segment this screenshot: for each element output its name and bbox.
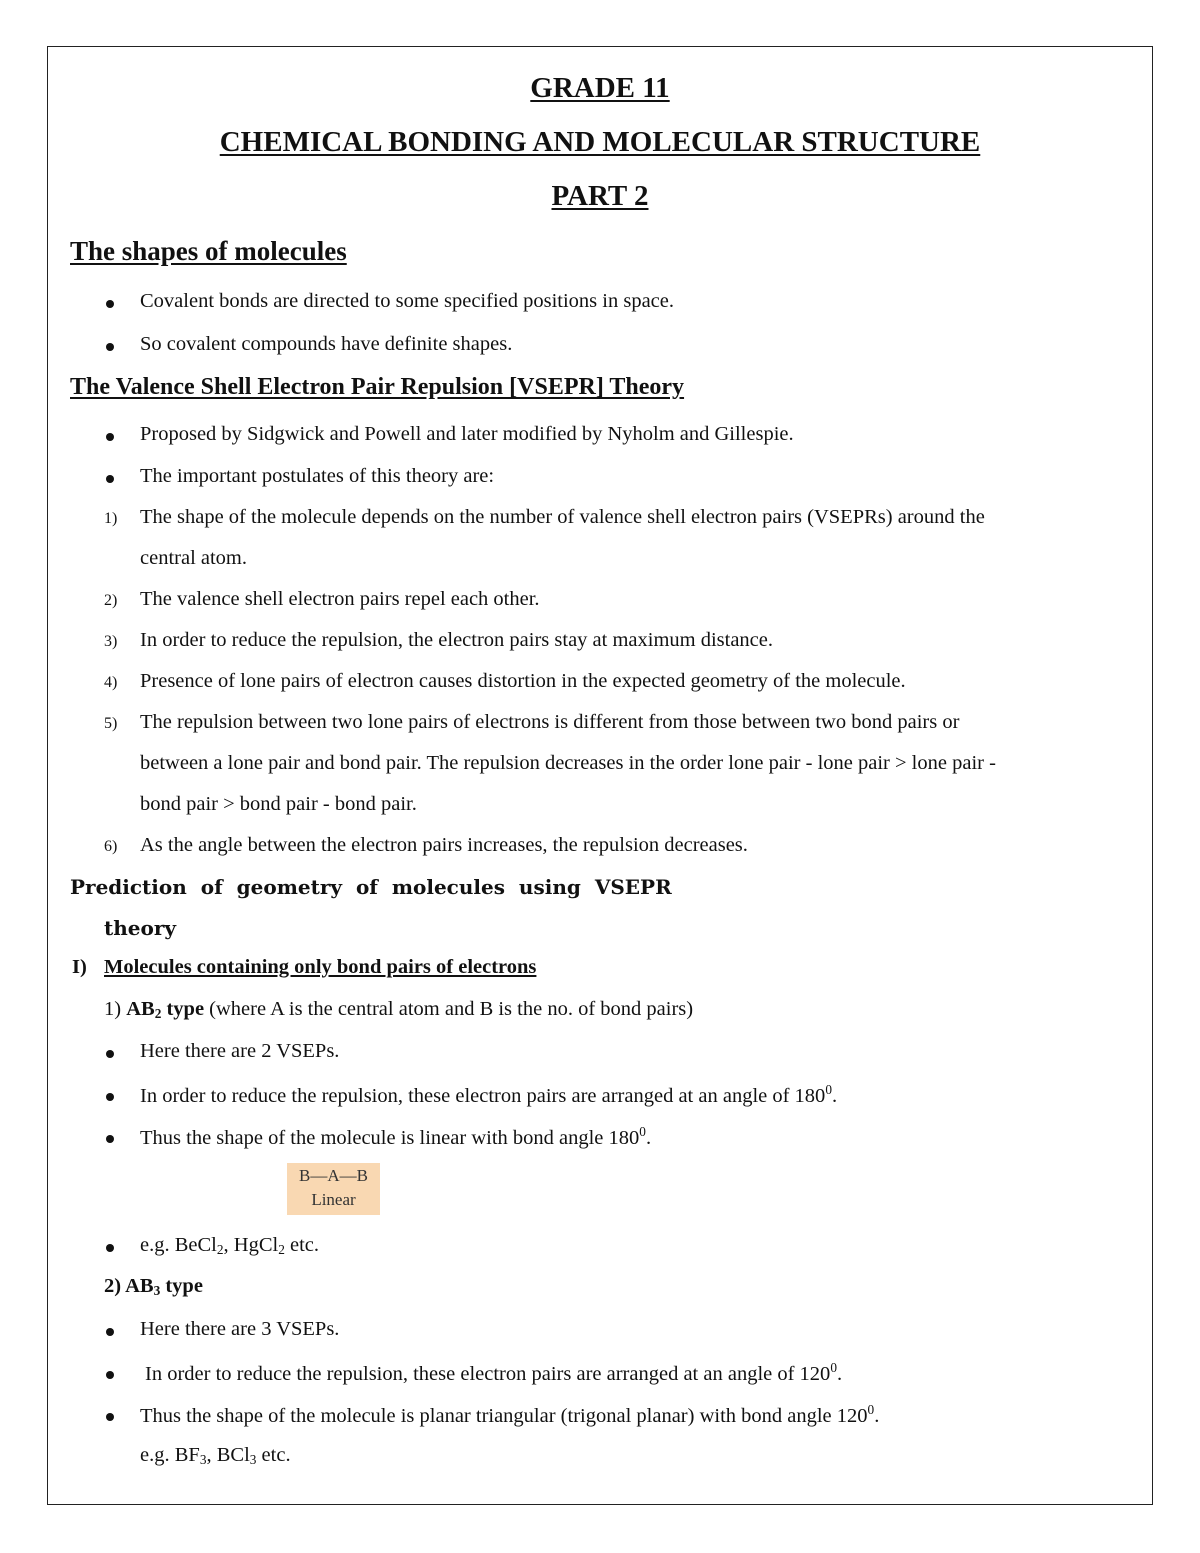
postulate-5-line-1: The repulsion between two lone pairs of electrons is different from those between two bond pairs or <box>140 711 960 733</box>
ab3-example: e.g. $BF_3$, BCl$_3$ etc. <box>140 1444 291 1467</box>
ab3-heading: 2) $AB_3$ type <box>104 1275 203 1298</box>
vsepr-bullet-1: Proposed by Sidgwick and Powell and later modified by Nyholm and Gillespie. <box>140 423 794 445</box>
ab3-bullet-3: Thus the shape of the molecule is planar triangular (trigonal planar) with bond angle $120^0$. <box>140 1402 880 1427</box>
postulate-number: 1) <box>104 510 118 527</box>
ab2-bullet-1: Here there are 2 VSEPs. <box>140 1040 340 1062</box>
ab2-bullet-3: Thus the shape of the molecule is linear with bond angle $180^0$. <box>140 1124 652 1149</box>
postulate-4: Presence of lone pairs of electron causes distortion in the expected geometry of the molecule. <box>140 670 906 692</box>
postulate-1-line-1: The shape of the molecule depends on the number of valence shell electron pairs (VSEPRs) around the <box>140 506 985 528</box>
grade-title: GRADE 11 <box>530 72 670 104</box>
bullet-dot <box>106 343 114 351</box>
postulate-2: The valence shell electron pairs repel each other. <box>140 588 540 610</box>
bullet-dot <box>106 1328 114 1336</box>
chapter-title: CHEMICAL BONDING AND MOLECULAR STRUCTURE <box>219 126 981 158</box>
ab2-heading: 1) $AB_2$ type (where A is the central atom and B is the no. of bond pairs) <box>104 998 694 1021</box>
bullet-dot <box>106 1371 114 1379</box>
prediction-heading-line-1: Prediction of geometry of molecules using VSEPR <box>70 875 672 899</box>
ab2-bullet-2: In order to reduce the repulsion, these electron pairs are arranged at an angle of $180^0$. <box>140 1082 838 1107</box>
postulate-3: In order to reduce the repulsion, the electron pairs stay at maximum distance. <box>140 629 774 651</box>
ab3-bullet-1: Here there are 3 VSEPs. <box>140 1318 340 1340</box>
postulate-number: 3) <box>104 633 118 650</box>
part-title: PART 2 <box>551 180 649 212</box>
diagram-label: Linear <box>311 1190 356 1209</box>
postulate-5-line-3: bond pair > bond pair - bond pair. <box>140 793 417 815</box>
postulate-number: 5) <box>104 715 118 732</box>
bullet-dot <box>106 1093 114 1101</box>
postulate-1-line-2: central atom. <box>140 547 248 569</box>
bullet-dot <box>106 300 114 308</box>
diagram-formula: B—A—B <box>299 1166 368 1185</box>
postulate-number: 4) <box>104 674 118 691</box>
shapes-bullet-2: So covalent compounds have definite shapes. <box>140 333 513 355</box>
ab3-bullet-2: In order to reduce the repulsion, these electron pairs are arranged at an angle of $120^0$. <box>145 1360 843 1385</box>
linear-diagram <box>287 1163 380 1215</box>
bullet-dot <box>106 1135 114 1143</box>
postulate-5-line-2: between a lone pair and bond pair. The repulsion decreases in the order lone pair - lone pair > lone pair - <box>140 752 996 774</box>
prediction-heading-line-2: theory <box>104 916 177 940</box>
bullet-dot <box>106 1244 114 1252</box>
subsection-number: I) <box>72 956 87 978</box>
postulate-number: 2) <box>104 592 118 609</box>
vsepr-heading: The Valence Shell Electron Pair Repulsion [VSEPR] Theory <box>70 374 685 400</box>
shapes-bullet-1: Covalent bonds are directed to some specified positions in space. <box>140 290 675 312</box>
bullet-dot <box>106 475 114 483</box>
postulate-6: As the angle between the electron pairs increases, the repulsion decreases. <box>140 834 748 856</box>
bullet-dot <box>106 1413 114 1421</box>
bullet-dot <box>106 1050 114 1058</box>
shapes-heading: The shapes of molecules <box>70 236 347 266</box>
ab2-example: e.g. BeCl$_2$, HgCl$_2$ etc. <box>140 1234 320 1257</box>
bullet-dot <box>106 433 114 441</box>
subsection-heading: Molecules containing only bond pairs of electrons <box>104 956 537 978</box>
vsepr-bullet-2: The important postulates of this theory are: <box>140 465 495 487</box>
postulate-number: 6) <box>104 838 118 855</box>
